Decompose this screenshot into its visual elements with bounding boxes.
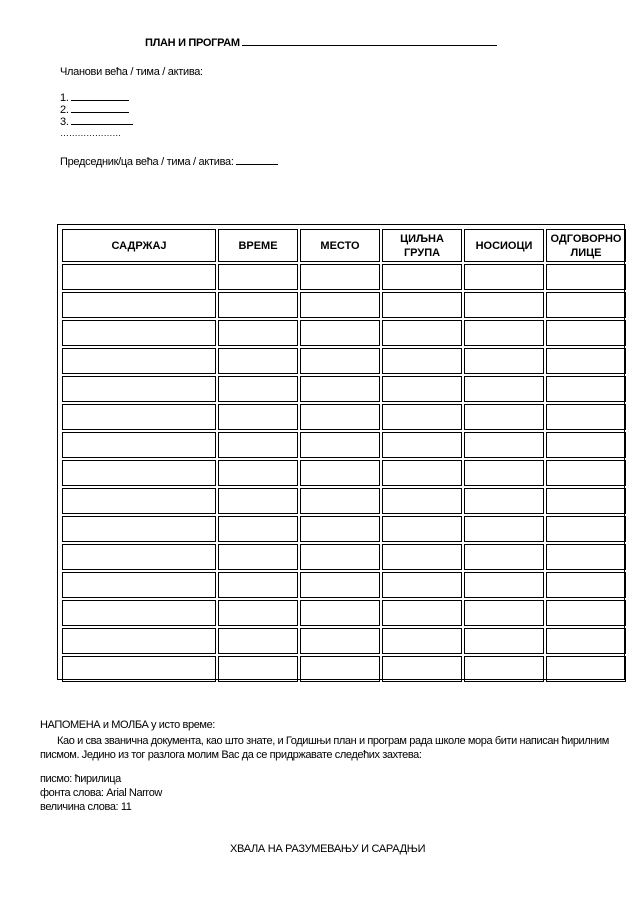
table-cell[interactable]	[300, 264, 380, 290]
table-cell[interactable]	[300, 404, 380, 430]
header-content: САДРЖАЈ	[62, 229, 216, 262]
table-cell[interactable]	[464, 656, 544, 682]
table-cell[interactable]	[218, 404, 298, 430]
table-row	[62, 656, 626, 682]
table-cell[interactable]	[62, 460, 216, 486]
table-cell[interactable]	[464, 544, 544, 570]
header-responsible: ОДГОВОРНО ЛИЦЕ	[546, 229, 626, 262]
table-row	[62, 264, 626, 290]
title-text: ПЛАН И ПРОГРАМ	[145, 37, 240, 49]
table-cell[interactable]	[218, 460, 298, 486]
table-cell[interactable]	[218, 656, 298, 682]
table-row	[62, 488, 626, 514]
table-row	[62, 628, 626, 654]
plan-table	[60, 227, 628, 684]
table-cell[interactable]	[464, 292, 544, 318]
table-cell[interactable]	[464, 488, 544, 514]
table-cell[interactable]	[218, 600, 298, 626]
table-cell[interactable]	[464, 516, 544, 542]
table-cell[interactable]	[382, 628, 462, 654]
table-cell[interactable]	[62, 572, 216, 598]
table-cell[interactable]	[382, 292, 462, 318]
table-header-row	[62, 229, 626, 262]
table-cell[interactable]	[300, 348, 380, 374]
table-cell[interactable]	[464, 376, 544, 402]
table-cell[interactable]	[218, 264, 298, 290]
table-cell[interactable]	[218, 544, 298, 570]
table-cell[interactable]	[464, 460, 544, 486]
table-cell[interactable]	[382, 432, 462, 458]
note-line-1: Као и сва званична документа, као што знате, и Годишњи план и програм рада школе мора бити написан ћирилним	[57, 735, 609, 747]
table-row	[62, 404, 626, 430]
table-cell[interactable]	[382, 460, 462, 486]
member-number: 3.	[60, 116, 69, 128]
note-font: фонта слова: Arial Narrow	[40, 787, 162, 799]
table-cell[interactable]	[382, 376, 462, 402]
table-cell[interactable]	[464, 320, 544, 346]
table-cell[interactable]	[382, 572, 462, 598]
table-row	[62, 544, 626, 570]
table-cell[interactable]	[62, 264, 216, 290]
member-number: 2.	[60, 104, 69, 116]
table-cell[interactable]	[218, 432, 298, 458]
table-cell[interactable]	[300, 488, 380, 514]
table-cell[interactable]	[382, 264, 462, 290]
table-cell[interactable]	[464, 264, 544, 290]
table-cell[interactable]	[62, 404, 216, 430]
table-cell[interactable]	[546, 376, 626, 402]
member-blank	[71, 92, 129, 101]
table-cell[interactable]	[300, 460, 380, 486]
table-cell[interactable]	[300, 516, 380, 542]
table-cell[interactable]	[546, 544, 626, 570]
table-cell[interactable]	[218, 572, 298, 598]
table-cell[interactable]	[62, 600, 216, 626]
table-cell[interactable]	[546, 320, 626, 346]
header-target-group: ЦИЉНА ГРУПА	[382, 229, 462, 262]
table-cell[interactable]	[218, 348, 298, 374]
table-row	[62, 292, 626, 318]
table-cell[interactable]	[546, 628, 626, 654]
table-row	[62, 348, 626, 374]
table-cell[interactable]	[218, 292, 298, 318]
table-cell[interactable]	[382, 656, 462, 682]
member-line-2	[60, 104, 129, 116]
table-cell[interactable]	[546, 572, 626, 598]
header-place: МЕСТО	[300, 229, 380, 262]
table-cell[interactable]	[546, 488, 626, 514]
table-cell[interactable]	[62, 376, 216, 402]
member-blank	[71, 104, 129, 113]
title-blank-line	[242, 36, 497, 46]
table-cell[interactable]	[464, 432, 544, 458]
president-line	[60, 156, 278, 168]
table-cell[interactable]	[300, 320, 380, 346]
table-cell[interactable]	[382, 544, 462, 570]
president-blank	[236, 156, 278, 165]
table-cell[interactable]	[382, 488, 462, 514]
member-blank	[71, 116, 133, 125]
table-cell[interactable]	[300, 656, 380, 682]
table-cell[interactable]	[62, 292, 216, 318]
table-cell[interactable]	[62, 544, 216, 570]
table-row	[62, 376, 626, 402]
member-number: 1.	[60, 92, 69, 104]
table-cell[interactable]	[546, 292, 626, 318]
table-cell[interactable]	[382, 600, 462, 626]
table-row	[62, 600, 626, 626]
table-cell[interactable]	[62, 516, 216, 542]
table-cell[interactable]	[300, 544, 380, 570]
table-cell[interactable]	[62, 320, 216, 346]
table-cell[interactable]	[382, 348, 462, 374]
table-cell[interactable]	[218, 628, 298, 654]
table-cell[interactable]	[546, 460, 626, 486]
table-cell[interactable]	[546, 656, 626, 682]
table-cell[interactable]	[62, 628, 216, 654]
page-title	[145, 36, 497, 49]
table-cell[interactable]	[464, 600, 544, 626]
table-cell[interactable]	[218, 376, 298, 402]
table-cell[interactable]	[218, 320, 298, 346]
table-cell[interactable]	[62, 488, 216, 514]
president-label: Председник/ца већа / тима / актива:	[60, 156, 234, 168]
table-cell[interactable]	[218, 488, 298, 514]
table-cell[interactable]	[382, 516, 462, 542]
table-cell[interactable]	[546, 264, 626, 290]
table-cell[interactable]	[546, 600, 626, 626]
table-cell[interactable]	[464, 628, 544, 654]
table-cell[interactable]	[546, 348, 626, 374]
table-cell[interactable]	[546, 516, 626, 542]
note-heading: НАПОМЕНА и МОЛБА у исто време:	[40, 719, 215, 731]
table-cell[interactable]	[300, 292, 380, 318]
note-size: величина слова: 11	[40, 801, 132, 813]
header-time: ВРЕМЕ	[218, 229, 298, 262]
table-row	[62, 516, 626, 542]
table-cell[interactable]	[382, 404, 462, 430]
header-holders: НОСИОЦИ	[464, 229, 544, 262]
table-cell[interactable]	[382, 320, 462, 346]
table-cell[interactable]	[218, 516, 298, 542]
table-cell[interactable]	[300, 600, 380, 626]
table-cell[interactable]	[62, 656, 216, 682]
table-cell[interactable]	[464, 348, 544, 374]
table-row	[62, 432, 626, 458]
note-script: писмо: ћирилица	[40, 773, 121, 785]
table-row	[62, 320, 626, 346]
thanks-text: ХВАЛА НА РАЗУМЕВАЊУ И САРАДЊИ	[230, 843, 426, 855]
table-row	[62, 572, 626, 598]
table-cell[interactable]	[62, 348, 216, 374]
table-cell[interactable]	[464, 572, 544, 598]
table-cell[interactable]	[300, 628, 380, 654]
table-row	[62, 460, 626, 486]
table-cell[interactable]	[464, 404, 544, 430]
table-cell[interactable]	[546, 432, 626, 458]
table-cell[interactable]	[300, 432, 380, 458]
note-line-2: писмом. Једино из тог разлога молим Вас да се придржавате следећих захтева:	[40, 749, 422, 761]
table-cell[interactable]	[300, 572, 380, 598]
member-dots: …………………	[60, 128, 121, 138]
member-line-3	[60, 116, 133, 128]
members-label: Чланови већа / тима / актива:	[60, 66, 203, 78]
table-cell[interactable]	[62, 432, 216, 458]
table-cell[interactable]	[546, 404, 626, 430]
member-line-1	[60, 92, 129, 104]
table-cell[interactable]	[300, 376, 380, 402]
